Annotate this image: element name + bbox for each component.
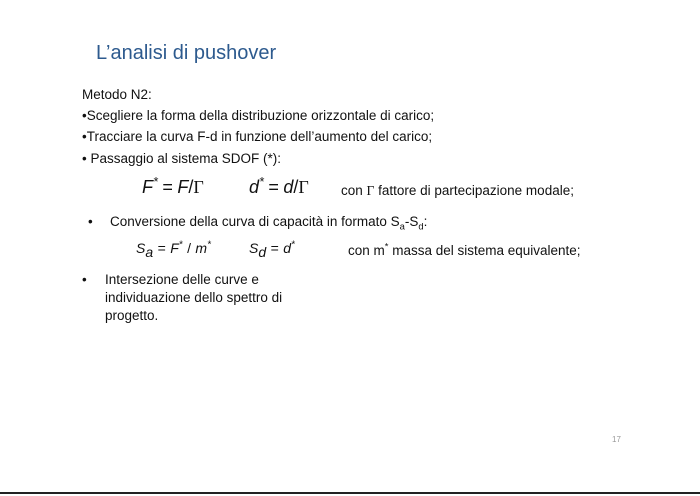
slide-title: L’analisi di pushover	[96, 42, 277, 64]
intersection-bullet: •	[82, 272, 87, 287]
formula-f-star-lhs: F*	[142, 175, 158, 197]
intersection-line-3: progetto.	[105, 308, 159, 323]
formula-f-star-eq: =	[162, 177, 173, 197]
formula-d-star-eq: =	[268, 177, 279, 197]
page-number: 17	[612, 435, 621, 444]
formula-f-star-slash: /	[188, 177, 194, 197]
formula-f-star	[142, 177, 204, 198]
formula-sd: $S_d = d^*$	[249, 239, 295, 261]
conversion-bullet: •	[88, 214, 93, 229]
method-label: Metodo N2:	[82, 87, 152, 102]
formula-f-star-gamma: Γ	[193, 177, 204, 197]
formula-d-star-lhs: d*	[249, 175, 264, 197]
formula2-note: con m* massa del sistema equivalente;	[348, 241, 581, 258]
formula-f-star-rhs: F	[177, 177, 189, 197]
formula-d-star	[249, 177, 309, 198]
formula-sa: $S_a = F^* / m^*$	[136, 239, 211, 261]
intersection-line-1: Intersezione delle curve e	[105, 272, 259, 287]
formula-d-star-gamma: Γ	[298, 177, 309, 197]
step-2: •Tracciare la curva F-d in funzione dell’aumento del carico;	[82, 129, 433, 144]
formula1-note: con Γ fattore di partecipazione modale;	[341, 183, 574, 198]
bottom-divider	[0, 492, 700, 494]
formula-d-star-slash: /	[293, 177, 299, 197]
step-3: • Passaggio al sistema SDOF (*):	[82, 151, 282, 166]
intersection-line-2: individuazione dello spettro di	[105, 290, 283, 305]
conversion-text: Conversione della curva di capacità in formato $S_a-S_d$:	[110, 214, 428, 233]
step-1: •Scegliere la forma della distribuzione orizzontale di carico;	[82, 108, 435, 123]
formula-d-star-rhs: d	[283, 177, 294, 197]
